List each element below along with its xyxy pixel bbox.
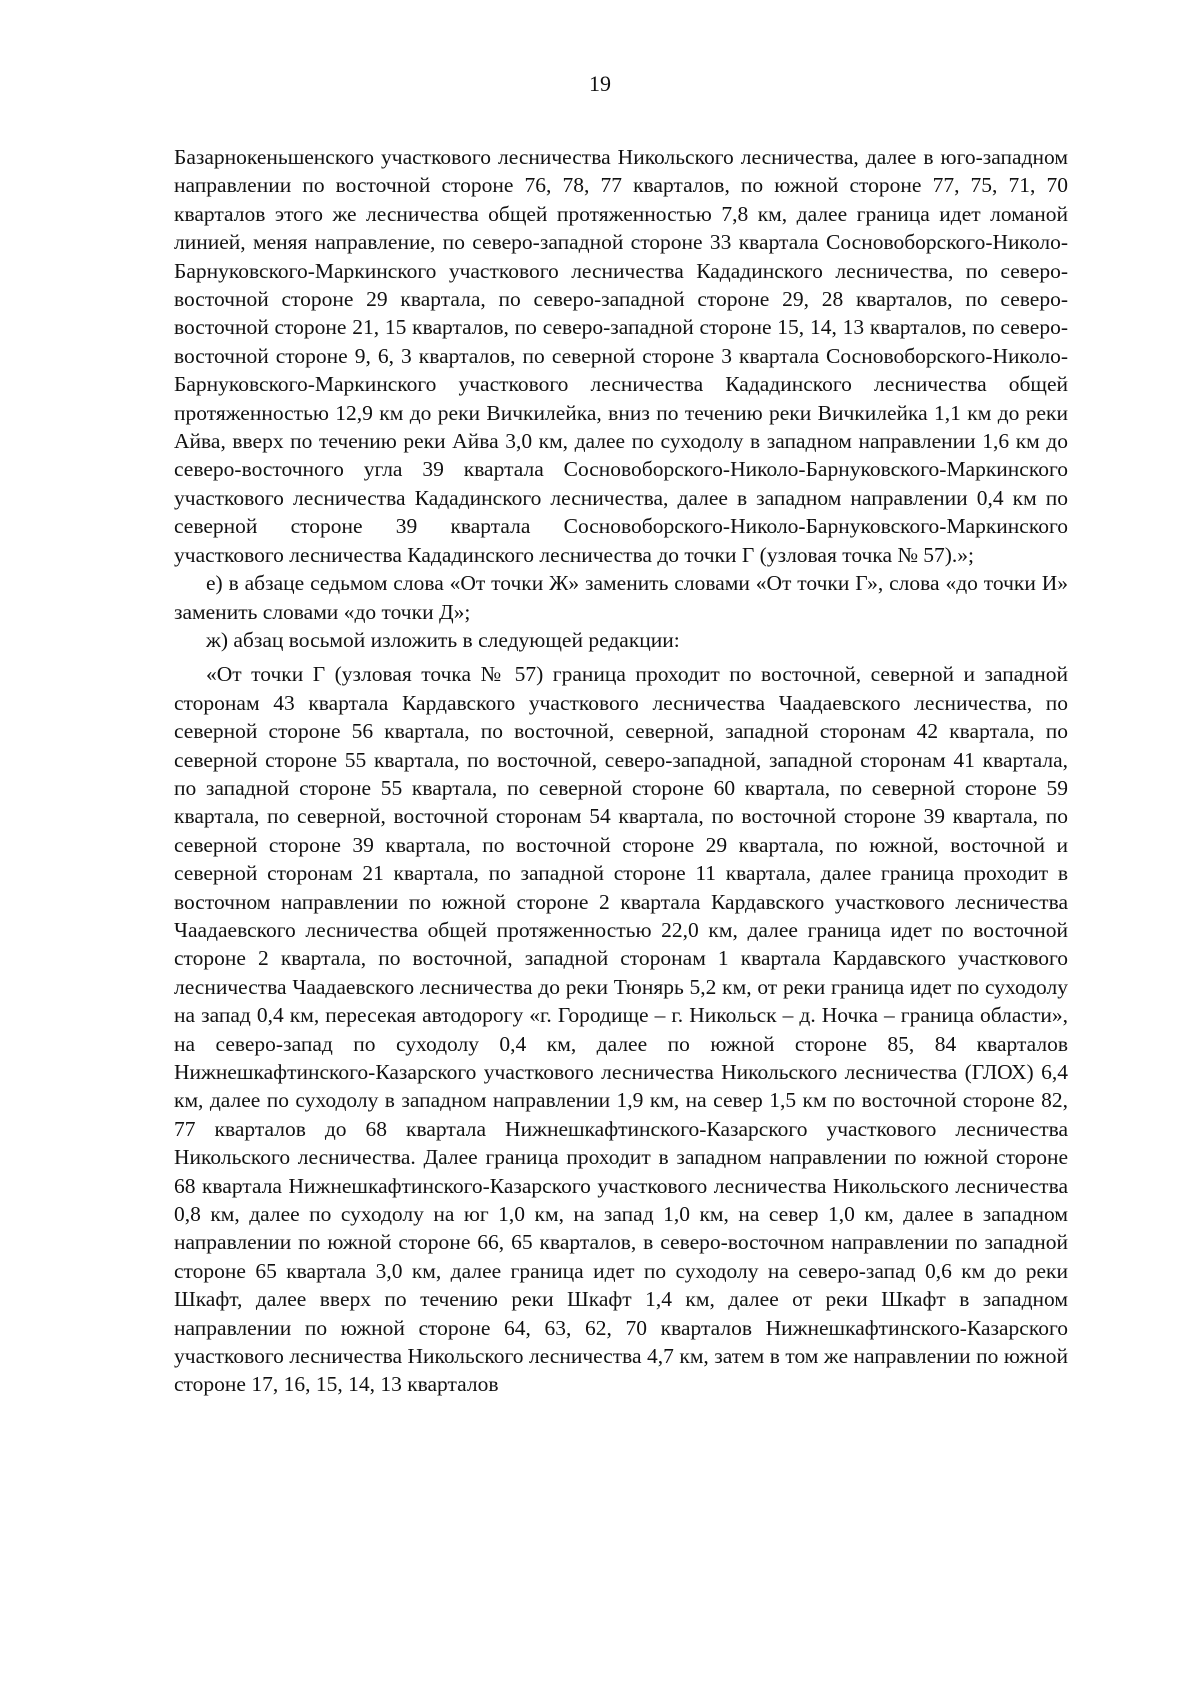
page-number: 19 (589, 71, 611, 96)
paragraph-quoted-text: «От точки Г (узловая точка № 57) граница проходит по восточной, северной и западной сторонам 43 квартала Кардавского участкового лесничества Чаадаевского лесничества, по северной стороне 56 квартала, по восточной, северной, западной сторонам 42 квартала, по северной стороне 55 квартала, по восточной, северо-западной, западной сторонам 41 квартала, по западной стороне 55 квартала, по северной стороне 60 квартала, по северной стороне 59 квартала, по северной, восточной сторонам 54 квартала, по восточной стороне 39 квартала, по северной стороне 39 квартала, по восточной стороне 29 квартала, по южной, восточной и северной сторонам 21 квартала, по западной стороне 11 квартала, далее граница проходит в восточном направлении по южной стороне 2 квартала Кардавского участкового лесничества Чаадаевского лесничества общей протяженностью 22,0 км, далее граница идет по восточной стороне 2 квартала, по восточной, западной сторонам 1 квартала Кардавского участкового лесничества Чаадаевского лесничества до реки Тюнярь 5,2 км, от реки граница идет по суходолу на запад 0,4 км, пересекая автодорогу «г. Городище – г. Никольск – д. Ночка – граница области», на северо-запад по суходолу 0,4 км, далее по южной стороне 85, 84 кварталов Нижнешкафтинского-Казарского участкового лесничества Никольского лесничества (ГЛОХ) 6,4 км, далее по суходолу в западном направлении 1,9 км, на север 1,5 км по восточной стороне 82, 77 кварталов до 68 квартала Нижнешкафтинского-Казарского участкового лесничества Никольского лесничества. Далее граница проходит в западном направлении по южной стороне 68 квартала Нижнешкафтинского-Казарского участкового лесничества Никольского лесничества 0,8 км, далее по суходолу на юг 1,0 км, на запад 1,0 км, на север 1,0 км, далее в западном направлении по южной стороне 66, 65 кварталов, в северо-восточном направлении по западной стороне 65 квартала 3,0 км, далее граница идет по суходолу на северо-запад 0,6 км до реки Шкафт, далее вверх по течению реки Шкафт 1,4 км, далее от реки Шкафт в западном направлении по южной стороне 64, 63, 62, 70 кварталов Нижнешкафтинского-Казарского участкового лесничества Никольского лесничества 4,7 км, затем в том же направлении по южной стороне 17, 16, 15, 14, 13 кварталов (174, 662, 1068, 1397)
paragraph-continuation: Базарнокеньшенского участкового лесничества Никольского лесничества, далее в юго-западном направлении по восточной стороне 76, 78, 77 кварталов, по южной стороне 77, 75, 71, 70 кварталов этого же лесничества общей протяженностью 7,8 км, далее граница идет ломаной линией, меняя направление, по северо-западной стороне 33 квартала Сосновоборского-Николо-Барнуковского-Маркинского участкового лесничества Кададинского лесничества, по северо-восточной стороне 29 квартала, по северо-западной стороне 29, 28 кварталов, по северо-восточной стороне 21, 15 кварталов, по северо-западной стороне 15, 14, 13 кварталов, по северо-восточной стороне 9, 6, 3 кварталов, по северной стороне 3 квартала Сосновоборского-Николо-Барнуковского-Маркинского участкового лесничества Кададинского лесничества общей протяженностью 12,9 км до реки Вичкилейка, вниз по течению реки Вичкилейка 1,1 км до реки Айва, вверх по течению реки Айва 3,0 км, далее по суходолу в западном направлении 1,6 км до северо-восточного угла 39 квартала Сосновоборского-Николо-Барнуковского-Маркинского участкового лесничества Кададинского лесничества, далее в западном направлении 0,4 км по северной стороне 39 квартала Сосновоборского-Николо-Барнуковского-Маркинского участкового лесничества Кададинского лесничества до точки Г (узловая точка № 57).»; (174, 145, 1068, 567)
paragraph-item-e: е) в абзаце седьмом слова «От точки Ж» заменить словами «От точки Г», слова «до точки И» заменить словами «до точки Д»; (174, 571, 1068, 624)
paragraph-item-zh: ж) абзац восьмой изложить в следующей редакции: (206, 627, 680, 652)
document-body (174, 143, 1068, 1399)
